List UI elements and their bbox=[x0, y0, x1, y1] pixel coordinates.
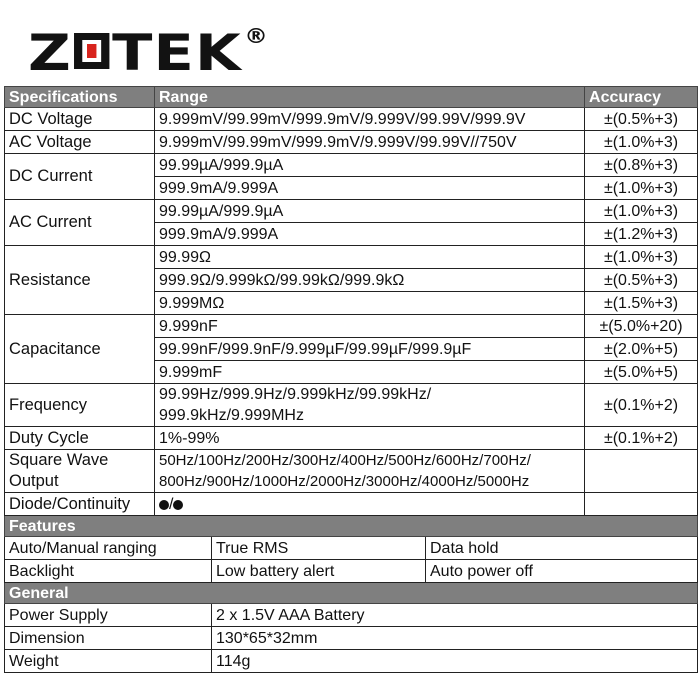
spec-row-duty-cycle bbox=[5, 427, 698, 450]
feature-item: Auto power off bbox=[426, 560, 698, 583]
features-row bbox=[5, 537, 698, 560]
general-value: 114g bbox=[212, 650, 698, 673]
feature-item: True RMS bbox=[212, 537, 426, 560]
spec-label: Diode/Continuity bbox=[5, 493, 155, 516]
spec-label: Duty Cycle bbox=[5, 427, 155, 450]
spec-row-resistance bbox=[5, 246, 698, 269]
general-label: Dimension bbox=[5, 627, 212, 650]
range-line: 50Hz/100Hz/200Hz/300Hz/400Hz/500Hz/600Hz/700Hz/ bbox=[159, 452, 531, 469]
label-line: Output bbox=[9, 472, 59, 490]
diode-dot-icon bbox=[159, 500, 169, 510]
features-title: Features bbox=[5, 516, 698, 537]
spec-row-dc-voltage bbox=[5, 108, 698, 131]
spec-range: 9.999mV/99.99mV/999.9mV/9.999V/99.99V/999.9V bbox=[155, 108, 585, 131]
spec-range: 9.999MΩ bbox=[155, 292, 585, 315]
feature-item: Auto/Manual ranging bbox=[5, 537, 212, 560]
spec-range: 99.99µA/999.9µA bbox=[155, 200, 585, 223]
spec-row-diode bbox=[5, 493, 698, 516]
spec-row-capacitance bbox=[5, 315, 698, 338]
spec-range: 999.9mA/9.999A bbox=[155, 223, 585, 246]
spec-accuracy: ±(0.8%+3) bbox=[585, 154, 698, 177]
spec-range: 99.99nF/999.9nF/9.999µF/99.99µF/999.9µF bbox=[155, 338, 585, 361]
range-line: 99.99Hz/999.9Hz/9.999kHz/99.99kHz/ bbox=[159, 386, 432, 403]
header-specifications: Specifications bbox=[5, 87, 155, 108]
logo-z: Z bbox=[28, 24, 72, 82]
header-accuracy: Accuracy bbox=[585, 87, 698, 108]
header-range: Range bbox=[155, 87, 585, 108]
spec-row-ac-voltage bbox=[5, 131, 698, 154]
zotek-logo bbox=[28, 22, 269, 84]
label-line: Square Wave bbox=[9, 451, 109, 469]
spec-range: 999.9mA/9.999A bbox=[155, 177, 585, 200]
spec-row-ac-current bbox=[5, 200, 698, 223]
spec-row-dc-current bbox=[5, 154, 698, 177]
features-header-row bbox=[5, 516, 698, 537]
spec-label: DC Voltage bbox=[5, 108, 155, 131]
logo-tek: TEK bbox=[112, 24, 242, 82]
spec-range: 99.99µA/999.9µA bbox=[155, 154, 585, 177]
spec-accuracy: ±(0.5%+3) bbox=[585, 108, 698, 131]
spec-accuracy: ±(0.1%+2) bbox=[585, 384, 698, 427]
spec-range bbox=[155, 384, 585, 427]
spec-range bbox=[155, 493, 585, 516]
spec-accuracy: ±(2.0%+5) bbox=[585, 338, 698, 361]
feature-item: Data hold bbox=[426, 537, 698, 560]
general-value: 130*65*32mm bbox=[212, 627, 698, 650]
spec-accuracy: ±(1.5%+3) bbox=[585, 292, 698, 315]
continuity-dot-icon bbox=[173, 500, 183, 510]
range-line: 999.9kHz/9.999MHz bbox=[159, 407, 304, 424]
spec-range: 99.99Ω bbox=[155, 246, 585, 269]
spec-accuracy: ±(1.0%+3) bbox=[585, 246, 698, 269]
feature-item: Low battery alert bbox=[212, 560, 426, 583]
general-row bbox=[5, 650, 698, 673]
feature-item: Backlight bbox=[5, 560, 212, 583]
spec-accuracy: ±(0.5%+3) bbox=[585, 269, 698, 292]
registered-mark: ® bbox=[244, 24, 270, 48]
spec-accuracy-empty bbox=[585, 450, 698, 493]
spec-row-square-wave bbox=[5, 450, 698, 493]
spec-table bbox=[4, 86, 698, 673]
spec-label: AC Voltage bbox=[5, 131, 155, 154]
spec-label: Capacitance bbox=[5, 315, 155, 384]
spec-label: Resistance bbox=[5, 246, 155, 315]
spec-range: 9.999mV/99.99mV/999.9mV/9.999V/99.99V//750V bbox=[155, 131, 585, 154]
range-line: 800Hz/900Hz/1000Hz/2000Hz/3000Hz/4000Hz/5000Hz bbox=[159, 473, 530, 490]
logo-o-mark bbox=[74, 33, 109, 69]
spec-accuracy: ±(1.0%+3) bbox=[585, 177, 698, 200]
diode-separator: / bbox=[169, 495, 174, 513]
spec-label: Frequency bbox=[5, 384, 155, 427]
general-header-row bbox=[5, 583, 698, 604]
spec-header-row bbox=[5, 87, 698, 108]
spec-range: 9.999nF bbox=[155, 315, 585, 338]
general-label: Weight bbox=[5, 650, 212, 673]
spec-range: 1%-99% bbox=[155, 427, 585, 450]
features-row bbox=[5, 560, 698, 583]
general-row bbox=[5, 604, 698, 627]
spec-accuracy-empty bbox=[585, 493, 698, 516]
general-value: 2 x 1.5V AAA Battery bbox=[212, 604, 698, 627]
spec-accuracy: ±(5.0%+5) bbox=[585, 361, 698, 384]
spec-accuracy: ±(1.0%+3) bbox=[585, 200, 698, 223]
spec-label bbox=[5, 450, 155, 493]
spec-range: 9.999mF bbox=[155, 361, 585, 384]
general-row bbox=[5, 627, 698, 650]
spec-accuracy: ±(1.2%+3) bbox=[585, 223, 698, 246]
spec-row-frequency bbox=[5, 384, 698, 427]
spec-range bbox=[155, 450, 585, 493]
spec-label: AC Current bbox=[5, 200, 155, 246]
spec-accuracy: ±(0.1%+2) bbox=[585, 427, 698, 450]
spec-accuracy: ±(5.0%+20) bbox=[585, 315, 698, 338]
spec-label: DC Current bbox=[5, 154, 155, 200]
general-label: Power Supply bbox=[5, 604, 212, 627]
spec-range: 999.9Ω/9.999kΩ/99.99kΩ/999.9kΩ bbox=[155, 269, 585, 292]
spec-accuracy: ±(1.0%+3) bbox=[585, 131, 698, 154]
general-title: General bbox=[5, 583, 698, 604]
